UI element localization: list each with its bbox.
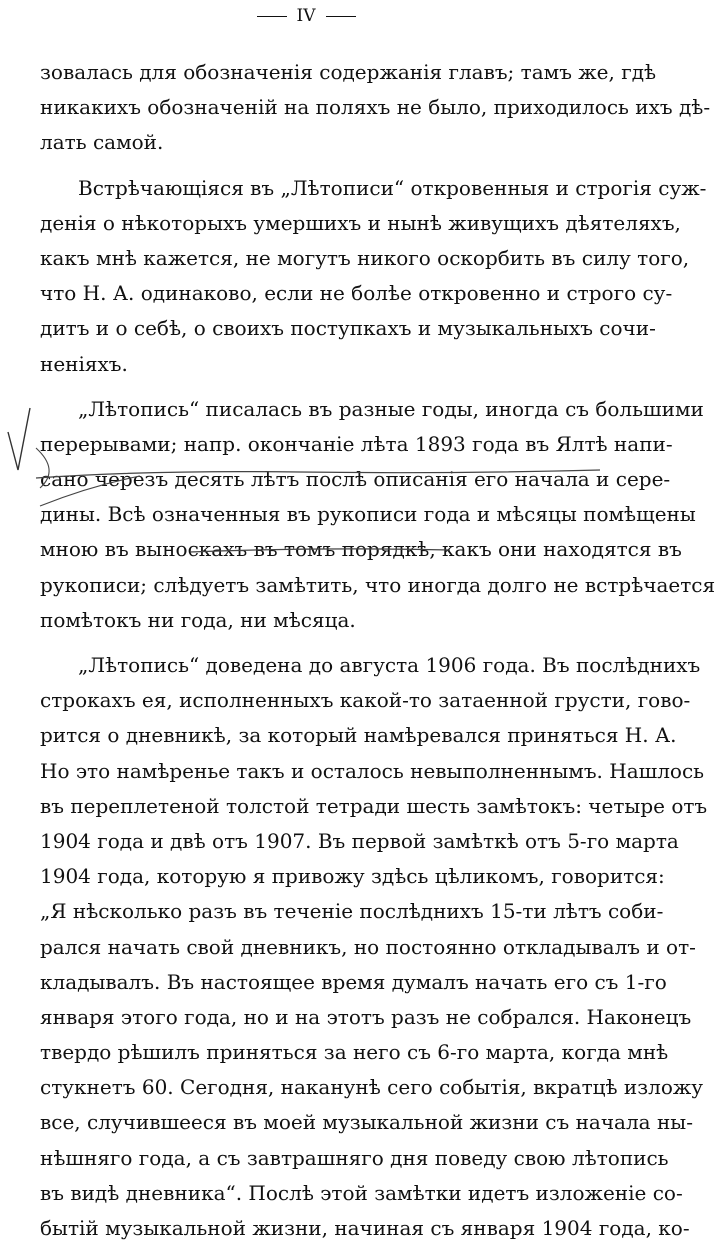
paragraph — [40, 648, 708, 1246]
text-line: „Я нѣсколько разъ въ теченіе послѣднихъ 15-ти лѣтъ соби- — [40, 899, 664, 924]
text-line: 1904 года и двѣ отъ 1907. Въ первой замѣткѣ отъ 5-го марта — [40, 828, 679, 853]
text-line: мною въ выноскахъ въ томъ порядкѣ, какъ они находятся въ — [40, 537, 682, 562]
text-line: лать самой. — [40, 130, 164, 155]
paragraph — [40, 55, 711, 161]
text-line: рался начать свой дневникъ, но постоянно откладывалъ и от- — [40, 934, 696, 959]
text-line: бытій музыкальной жизни, начиная съ января 1904 года, ко- — [40, 1216, 690, 1240]
text-line: Но это намѣренье такъ и осталось невыполненнымъ. Нашлось — [40, 758, 705, 783]
text-line: 1904 года, которую я привожу здѣсь цѣликомъ, говорится: — [40, 864, 665, 889]
text-line: твердо рѣшилъ приняться за него съ 6-го марта, когда мнѣ — [40, 1040, 669, 1065]
text-line: перерывами; напр. окончаніе лѣта 1893 года въ Ялтѣ напи- — [40, 431, 673, 456]
text-line: „Лѣтопись“ доведена до августа 1906 года. Въ послѣднихъ — [78, 653, 701, 677]
text-line: дитъ и о себѣ, о своихъ поступкахъ и музыкальныхъ сочи- — [40, 316, 656, 341]
text-line: сано черезъ десять лѣтъ послѣ описанія его начала и сере- — [40, 467, 671, 492]
text-line: зовалась для обозначенія содержанія главъ; тамъ же, гдѣ — [40, 60, 657, 84]
text-line: денія о нѣкоторыхъ умершихъ и нынѣ живущихъ дѣятеляхъ, — [40, 210, 681, 235]
text-line: все, случившееся въ моей музыкальной жизни съ начала ны- — [40, 1110, 693, 1135]
text-line: въ видѣ дневника“. Послѣ этой замѣтки идетъ изложеніе со- — [40, 1180, 683, 1205]
text-line: „Лѣтопись“ писалась въ разные годы, иногда съ большими — [78, 396, 704, 421]
page-number: IV — [296, 6, 316, 26]
text-line: кладывалъ. Въ настоящее время думалъ начать его съ 1-го — [40, 969, 667, 994]
margin-check-mark-icon — [8, 408, 30, 470]
text-line: дины. Всѣ означенныя въ рукописи года и мѣсяцы помѣщены — [40, 502, 696, 527]
paragraph — [40, 171, 707, 382]
text-line: рится о дневникѣ, за который намѣревался приняться Н. А. — [40, 723, 677, 748]
text-line: Встрѣчающіяся въ „Лѣтописи“ откровенныя и строгія суж- — [78, 175, 707, 200]
text-line: въ переплетеной толстой тетради шесть замѣтокъ: четыре отъ — [40, 793, 708, 818]
text-line: января этого года, но и на этотъ разъ не собрался. Наконецъ — [40, 1004, 692, 1029]
text-line: стукнетъ 60. Сегодня, наканунѣ сего событія, вкратцѣ изложу — [40, 1075, 704, 1100]
header-rule-right — [326, 16, 356, 17]
paragraph — [40, 392, 715, 638]
text-line: что Н. А. одинаково, если не болѣе откровенно и строго су- — [40, 281, 673, 306]
text-line: помѣтокъ ни года, ни мѣсяца. — [40, 607, 356, 632]
body-text — [40, 55, 715, 1246]
text-line: никакихъ обозначеній на поляхъ не было, приходилось ихъ дѣ- — [40, 95, 711, 120]
header-rule-left — [257, 16, 287, 17]
text-line: нѣшняго года, а съ завтрашняго дня поведу свою лѣтопись — [40, 1145, 669, 1170]
text-line: рукописи; слѣдуетъ замѣтить, что иногда долго не встрѣчается — [40, 572, 715, 597]
text-line: какъ мнѣ кажется, не могутъ никого оскорбить въ силу того, — [40, 245, 690, 270]
text-line: строкахъ ея, исполненныхъ какой-то затаенной грусти, гово- — [40, 688, 691, 713]
page-header — [0, 6, 612, 26]
text-line: неніяхъ. — [40, 351, 128, 376]
